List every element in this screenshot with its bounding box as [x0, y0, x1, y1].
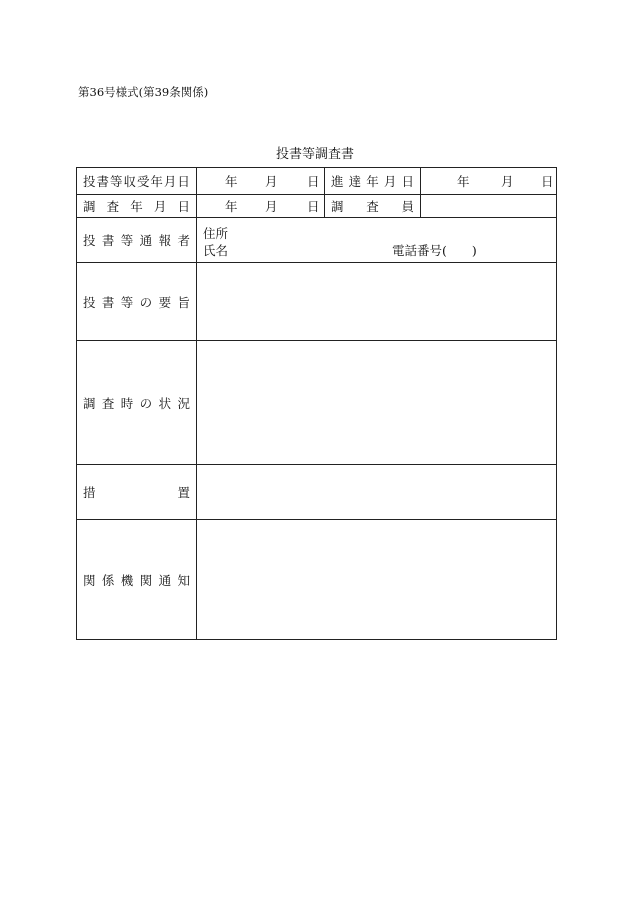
- received-day-unit: 日: [307, 174, 320, 189]
- measures-field[interactable]: [197, 465, 557, 520]
- form-number: 第36号様式(第39条関係): [78, 85, 209, 99]
- survey-date-field[interactable]: [197, 195, 325, 218]
- label-investigator-text: 調 査 員: [331, 199, 414, 214]
- label-received-date: [77, 168, 197, 195]
- reporter-address-label: 住所: [203, 226, 229, 241]
- notification-field[interactable]: [197, 520, 557, 640]
- label-notification: [77, 520, 197, 640]
- survey-form-table: [76, 167, 557, 640]
- label-reporter-text: 投 書 等 通 報 者: [83, 233, 190, 248]
- label-investigator: [325, 195, 421, 218]
- label-situation: [77, 341, 197, 465]
- received-year-unit: 年: [225, 174, 238, 189]
- label-received-date-text: 投 書 等 収 受 年 月 日: [83, 174, 190, 189]
- forward-date-field[interactable]: [421, 168, 557, 195]
- label-survey-date-text: 調 査 年 月 日: [83, 199, 190, 214]
- reporter-name-label: 氏名: [203, 243, 229, 258]
- reporter-phone-label: 電話番号( ): [392, 243, 477, 258]
- label-forward-date: [325, 168, 421, 195]
- label-forward-date-text: 進 達 年 月 日: [331, 174, 414, 189]
- label-situation-text: 調 査 時 の 状 況: [83, 395, 190, 411]
- label-survey-date: [77, 195, 197, 218]
- row-situation: [77, 341, 557, 465]
- survey-month-unit: 月: [265, 199, 278, 214]
- label-measures: [77, 465, 197, 520]
- label-summary-text: 投 書 等 の 要 旨: [83, 294, 190, 310]
- investigator-field[interactable]: [421, 195, 557, 218]
- forward-month-unit: 月: [501, 174, 514, 189]
- summary-field[interactable]: [197, 263, 557, 341]
- row-survey-date: [77, 195, 557, 218]
- survey-day-unit: 日: [307, 199, 320, 214]
- situation-field[interactable]: [197, 341, 557, 465]
- forward-year-unit: 年: [457, 174, 470, 189]
- row-summary: [77, 263, 557, 341]
- row-reporter: [77, 218, 557, 263]
- survey-year-unit: 年: [225, 199, 238, 214]
- label-summary: [77, 263, 197, 341]
- label-notification-text: 関 係 機 関 通 知: [83, 572, 190, 588]
- row-received-date: [77, 168, 557, 195]
- document-title: 投書等調査書: [275, 147, 354, 162]
- reporter-field[interactable]: [197, 218, 557, 263]
- row-measures: [77, 465, 557, 520]
- received-date-field[interactable]: [197, 168, 325, 195]
- received-month-unit: 月: [265, 174, 278, 189]
- row-notification: [77, 520, 557, 640]
- forward-day-unit: 日: [541, 174, 554, 189]
- label-reporter: [77, 218, 197, 263]
- label-measures-text: 措 置: [83, 485, 190, 500]
